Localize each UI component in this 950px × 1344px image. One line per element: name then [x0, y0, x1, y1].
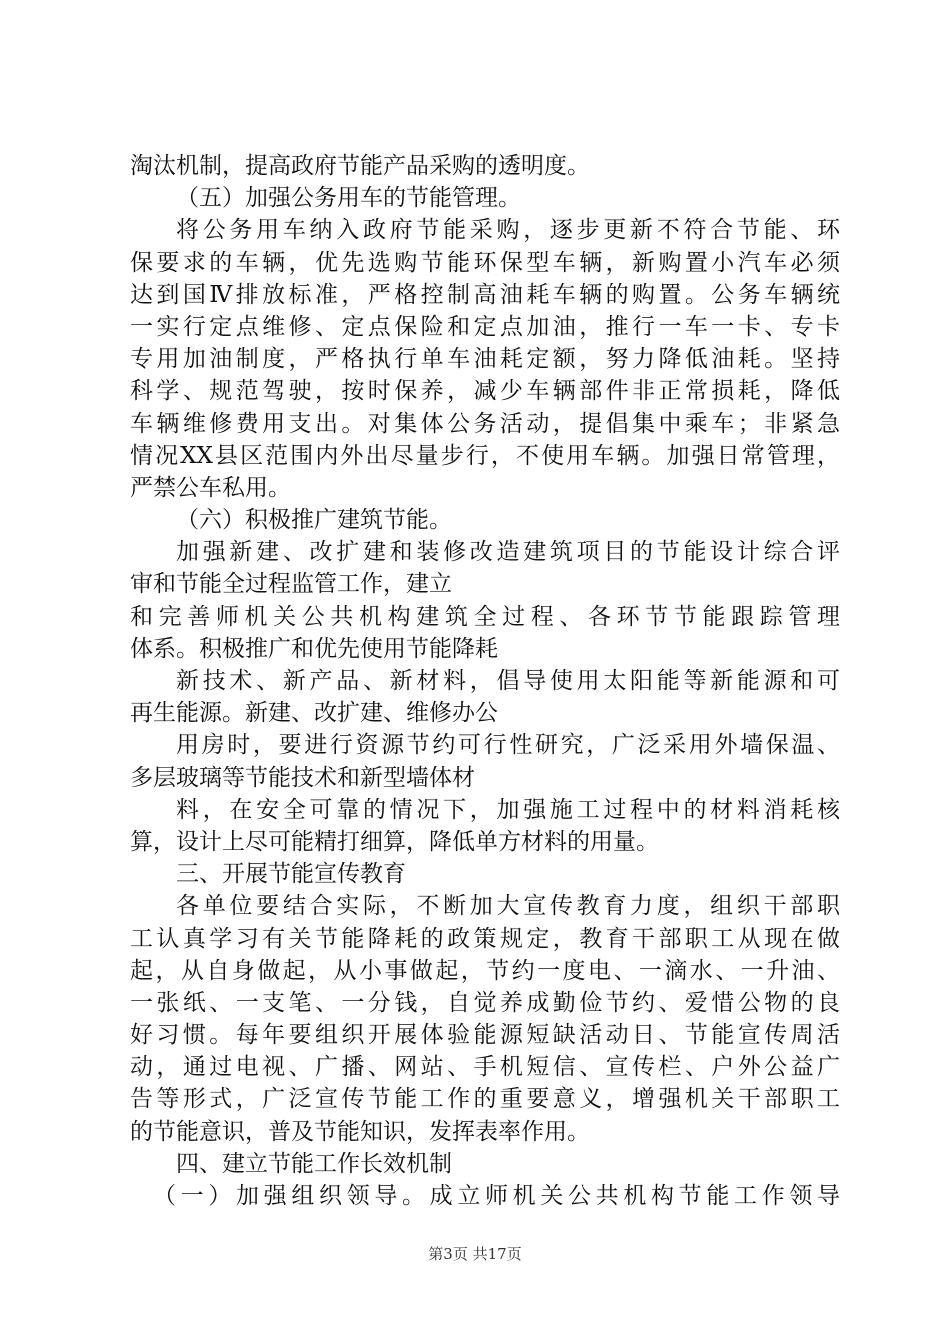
- paragraph-line: 起，从自身做起，从小事做起，节约一度电、一滴水、一升油、: [130, 957, 840, 984]
- paragraph-line: 再生能源。新建、改扩建、维修办公: [130, 700, 498, 727]
- paragraph-line: 保要求的车辆，优先选购节能环保型车辆，新购置小汽车必须: [130, 249, 840, 276]
- paragraph-line: 车辆维修费用支出。对集体公务活动，提倡集中乘车；非紧急: [130, 410, 840, 437]
- paragraph-line: 告等形式，广泛宣传节能工作的重要意义，增强机关干部职工: [130, 1086, 840, 1113]
- paragraph-line: 多层玻璃等节能技术和新型墙体材: [130, 764, 475, 791]
- paragraph-line: （一）加强组织领导。成立师机关公共机构节能工作领导: [153, 1183, 840, 1209]
- document-body: [130, 150, 840, 1212]
- paragraph-line: 和完善师机关公共机构建筑全过程、各环节节能跟踪管理: [130, 603, 840, 630]
- paragraph-line: 用房时，要进行资源节约可行性研究，广泛采用外墙保温、: [176, 732, 840, 759]
- section-heading: 三、开展节能宣传教育: [176, 861, 406, 888]
- paragraph-line: 料，在安全可靠的情况下，加强施工过程中的材料消耗核: [176, 796, 840, 823]
- paragraph-line: 加强新建、改扩建和装修改造建筑项目的节能设计综合评: [176, 539, 840, 566]
- paragraph-line: 达到国Ⅳ排放标准，严格控制高油耗车辆的购置。公务车辆统: [130, 281, 840, 308]
- paragraph-line: 科学、规范驾驶，按时保养，减少车辆部件非正常损耗，降低: [130, 378, 840, 405]
- paragraph-line: 工认真学习有关节能降耗的政策规定，教育干部职工从现在做: [130, 925, 840, 952]
- paragraph-line: 新技术、新产品、新材料，倡导使用太阳能等新能源和可: [176, 668, 840, 694]
- paragraph-line: 情况XX县区范围内外出尽量步行，不使用车辆。加强日常管理，: [130, 442, 840, 469]
- paragraph-line: 将公务用车纳入政府节能采购，逐步更新不符合节能、环: [176, 217, 840, 244]
- paragraph-line: 体系。积极推广和优先使用节能降耗: [130, 635, 498, 662]
- paragraph-line: 专用加油制度，严格执行单车油耗定额，努力降低油耗。坚持: [130, 346, 840, 373]
- paragraph-line: 各单位要结合实际，不断加大宣传教育力度，组织干部职: [176, 893, 840, 920]
- paragraph-line: 算，设计上尽可能精打细算，降低单方材料的用量。: [130, 828, 659, 855]
- paragraph-line: 淘汰机制，提高政府节能产品采购的透明度。: [130, 153, 590, 179]
- section-heading: （六）积极推广建筑节能。: [176, 507, 452, 534]
- paragraph-line: 审和节能全过程监管工作，建立: [130, 571, 452, 598]
- paragraph-line: 严禁公车私用。: [130, 474, 291, 501]
- section-heading: （五）加强公务用车的节能管理。: [176, 185, 521, 212]
- paragraph-line: 动，通过电视、广播、网站、手机短信、宣传栏、户外公益广: [130, 1054, 840, 1081]
- paragraph-line: 好习惯。每年要组织开展体验能源短缺活动日、节能宣传周活: [130, 1022, 840, 1049]
- section-heading: 四、建立节能工作长效机制: [176, 1150, 452, 1177]
- paragraph-line: 的节能意识，普及节能知识，发挥表率作用。: [130, 1118, 590, 1145]
- paragraph-line: 一张纸、一支笔、一分钱，自觉养成勤俭节约、爱惜公物的良: [130, 989, 840, 1016]
- paragraph-line: 一实行定点维修、定点保险和定点加油，推行一车一卡、专卡: [130, 313, 840, 340]
- page-number-footer: 第3页 共17页: [428, 1245, 522, 1263]
